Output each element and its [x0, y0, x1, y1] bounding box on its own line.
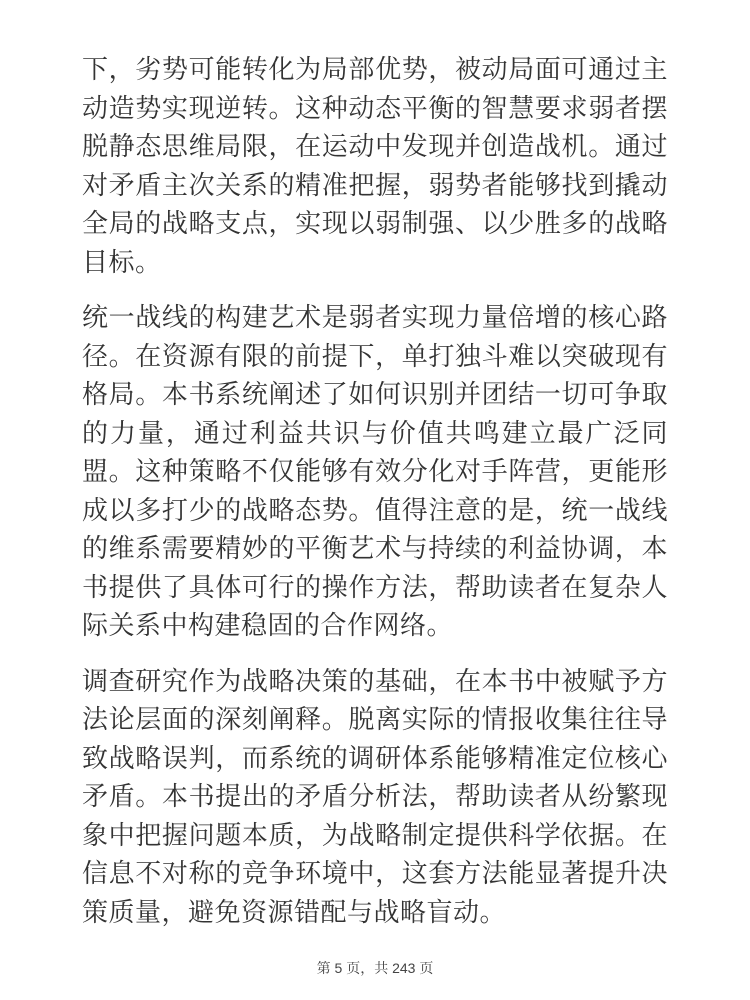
page-number-footer: 第 5 页，共 243 页 — [316, 960, 434, 976]
body-paragraph: 下，劣势可能转化为局部优势，被动局面可通过主动造势实现逆转。这种动态平衡的智慧要求弱者摆脱静态思维局限，在运动中发现并创造战机。通过对矛盾主次关系的精准把握，弱势者能够找到撬动全局的战略支点，实现以弱制强、以少胜多的战略目标。 — [82, 54, 668, 277]
page-body-text — [82, 50, 668, 958]
body-paragraph: 调查研究作为战略决策的基础，在本书中被赋予方法论层面的深刻阐释。脱离实际的情报收集往往导致战略误判，而系统的调研体系能够精准定位核心矛盾。本书提出的矛盾分析法，帮助读者从纷繁现象中把握问题本质，为战略制定提供科学依据。在信息不对称的竞争环境中，这套方法能显著提升决策质量，避免资源错配与战略盲动。 — [82, 665, 668, 927]
body-paragraph: 统一战线的构建艺术是弱者实现力量倍增的核心路径。在资源有限的前提下，单打独斗难以突破现有格局。本书系统阐述了如何识别并团结一切可争取的力量，通过利益共识与价值共鸣建立最广泛同盟。这种策略不仅能够有效分化对手阵营，更能形成以多打少的战略态势。值得注意的是，统一战线的维系需要精妙的平衡艺术与持续的利益协调，本书提供了具体可行的操作方法，帮助读者在复杂人际关系中构建稳固的合作网络。 — [82, 302, 668, 640]
